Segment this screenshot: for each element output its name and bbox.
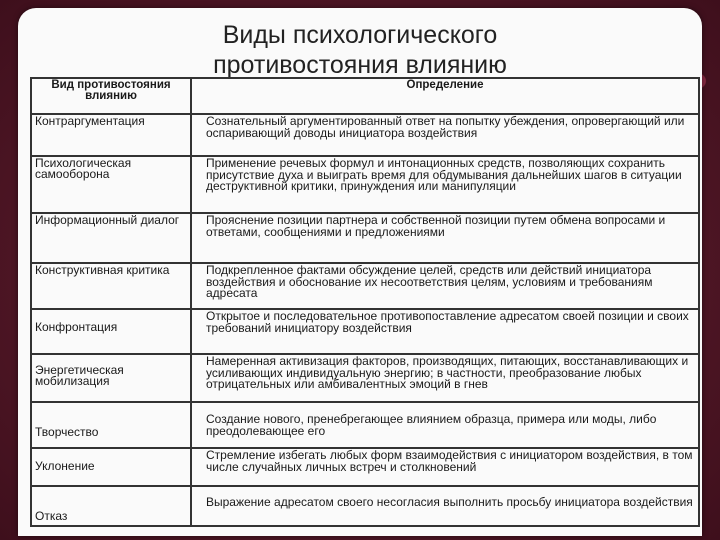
row-definition: Создание нового, пренебрегающее влиянием образца, примера или моды, либо преодолевающее его (191, 402, 699, 448)
table-row (31, 114, 699, 156)
title-line-2: противостояния влиянию (213, 51, 507, 79)
row-kind: Конструктивная критика (31, 263, 191, 309)
table-header-row (31, 78, 699, 114)
row-definition: Намеренная активизация факторов, производящих, питающих, восстанавливающих и усиливающих индивидуальную энергию; в частности, преобразование любых отрицательных или амбивалентных эмоций в гнев (191, 354, 699, 402)
row-definition: Стремление избегать любых форм взаимодействия с инициатором воздействия, в том числе случайных личных встреч и столкновений (191, 448, 699, 486)
table-row (31, 354, 699, 402)
row-kind: Конфронтация (31, 309, 191, 354)
row-kind: Психологическая самооборона (31, 156, 191, 213)
row-definition: Подкрепленное фактами обсуждение целей, средств или действий инициатора воздействия и обоснование их несоответствия целям, условиям и требованиям адресата (191, 263, 699, 309)
table-row (31, 263, 699, 309)
header-definition: Определение (191, 78, 699, 114)
row-definition: Сознательный аргументированный ответ на попытку убеждения, опровергающий или оспаривающий доводы инициатора воздействия (191, 114, 699, 156)
row-definition: Применение речевых формул и интонационных средств, позволяющих сохранить присутствие духа и выиграть время для обдумывания дальнейших шагов в ситуации деструктивной критики, принуждения или манипуляции (191, 156, 699, 213)
influence-resistance-table (30, 77, 700, 527)
table-row (31, 213, 699, 263)
table-row (31, 156, 699, 213)
slide-card (18, 8, 702, 536)
row-kind: Уклонение (31, 448, 191, 486)
row-kind: Отказ (31, 486, 191, 526)
row-kind: Энергетическая мобилизация (31, 354, 191, 402)
row-definition: Прояснение позиции партнера и собственной позиции путем обмена вопросами и ответами, сообщениями и предложениями (191, 213, 699, 263)
title-line-1: Виды психологического (222, 21, 498, 49)
row-definition: Открытое и последовательное противопоставление адресатом своей позиции и своих требований инициатору воздействия (191, 309, 699, 354)
row-kind: Контраргументация (31, 114, 191, 156)
table-row (31, 486, 699, 526)
table-row (31, 402, 699, 448)
header-kind: Вид противостояния влиянию (31, 78, 191, 114)
row-kind: Творчество (31, 402, 191, 448)
table-row (31, 448, 699, 486)
slide-title (18, 20, 702, 80)
table-row (31, 309, 699, 354)
row-definition: Выражение адресатом своего несогласия выполнить просьбу инициатора воздействия (191, 486, 699, 526)
row-kind: Информационный диалог (31, 213, 191, 263)
